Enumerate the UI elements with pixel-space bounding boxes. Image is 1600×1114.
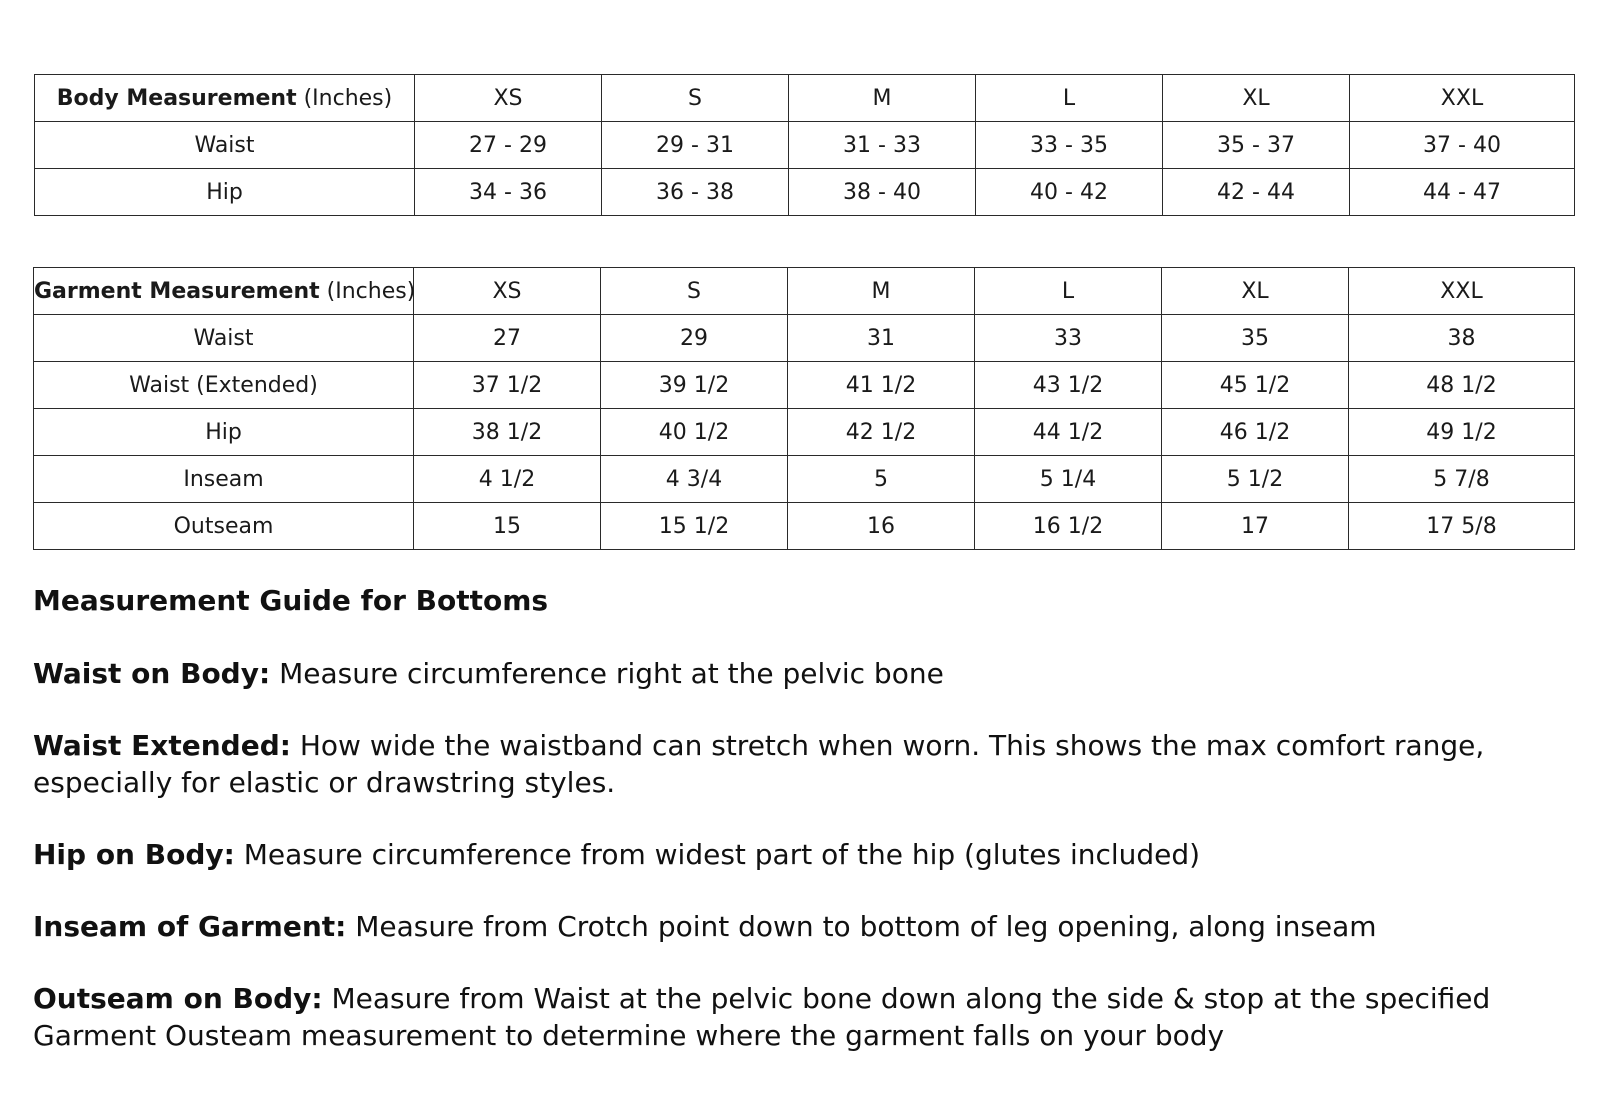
table-unit: (Inches) xyxy=(296,85,393,111)
row-label: Waist xyxy=(34,315,414,362)
table-cell: 37 - 40 xyxy=(1350,122,1575,169)
row-label: Waist xyxy=(35,122,415,169)
table-cell: 27 xyxy=(414,315,601,362)
row-label: Waist (Extended) xyxy=(34,362,414,409)
table-cell: 34 - 36 xyxy=(415,169,602,216)
table-cell: 29 xyxy=(601,315,788,362)
size-header: XL xyxy=(1163,75,1350,122)
size-header: S xyxy=(602,75,789,122)
table-cell: 37 1/2 xyxy=(414,362,601,409)
size-header: L xyxy=(975,268,1162,315)
table-cell: 4 3/4 xyxy=(601,456,788,503)
table-cell: 29 - 31 xyxy=(602,122,789,169)
guide-item xyxy=(33,908,1533,945)
row-label: Hip xyxy=(35,169,415,216)
table-cell: 40 1/2 xyxy=(601,409,788,456)
table-cell: 40 - 42 xyxy=(976,169,1163,216)
table-cell: 45 1/2 xyxy=(1162,362,1349,409)
table-header-row xyxy=(34,268,1575,315)
table-cell: 5 xyxy=(788,456,975,503)
table-cell: 49 1/2 xyxy=(1349,409,1575,456)
table-cell: 16 1/2 xyxy=(975,503,1162,550)
table-cell: 15 xyxy=(414,503,601,550)
size-header: M xyxy=(789,75,976,122)
table-cell: 35 xyxy=(1162,315,1349,362)
table-cell: 17 5/8 xyxy=(1349,503,1575,550)
guide-item xyxy=(33,655,1533,692)
table-cell: 17 xyxy=(1162,503,1349,550)
table-cell: 15 1/2 xyxy=(601,503,788,550)
table-cell: 31 - 33 xyxy=(789,122,976,169)
row-label: Inseam xyxy=(34,456,414,503)
table-cell: 38 - 40 xyxy=(789,169,976,216)
table-cell: 36 - 38 xyxy=(602,169,789,216)
table-cell: 43 1/2 xyxy=(975,362,1162,409)
guide-text: Measure from Waist at the pelvic bone down along the side & stop at the specified Garment Ousteam measurement to determine where the garment falls on your body xyxy=(33,982,1491,1052)
body-measurement-table xyxy=(34,74,1575,216)
table-cell: 46 1/2 xyxy=(1162,409,1349,456)
table-row xyxy=(34,456,1575,503)
guide-text: Measure from Crotch point down to bottom of leg opening, along inseam xyxy=(346,910,1377,943)
guide-item xyxy=(33,980,1533,1054)
guide-text: How wide the waistband can stretch when worn. This shows the max comfort range, especially for elastic or drawstring styles. xyxy=(33,729,1485,799)
guide-term: Outseam on Body: xyxy=(33,982,323,1015)
row-label: Hip xyxy=(34,409,414,456)
table-cell: 44 - 47 xyxy=(1350,169,1575,216)
measurement-guide xyxy=(33,582,1533,1089)
row-label: Outseam xyxy=(34,503,414,550)
table-row xyxy=(34,362,1575,409)
table-cell: 41 1/2 xyxy=(788,362,975,409)
table-cell: 31 xyxy=(788,315,975,362)
size-header: S xyxy=(601,268,788,315)
guide-term: Waist on Body: xyxy=(33,657,271,690)
size-header: M xyxy=(788,268,975,315)
table-cell: 27 - 29 xyxy=(415,122,602,169)
table-cell: 48 1/2 xyxy=(1349,362,1575,409)
size-header: XXL xyxy=(1349,268,1575,315)
size-header: L xyxy=(976,75,1163,122)
size-header: XXL xyxy=(1350,75,1575,122)
table-cell: 42 - 44 xyxy=(1163,169,1350,216)
size-header: XS xyxy=(414,268,601,315)
table-cell: 16 xyxy=(788,503,975,550)
table-title-cell xyxy=(34,268,414,315)
table-cell: 44 1/2 xyxy=(975,409,1162,456)
table-cell: 33 - 35 xyxy=(976,122,1163,169)
table-row xyxy=(34,315,1575,362)
guide-item xyxy=(33,727,1533,801)
table-cell: 5 1/2 xyxy=(1162,456,1349,503)
size-header: XS xyxy=(415,75,602,122)
guide-text: Measure circumference from widest part of the hip (glutes included) xyxy=(234,838,1201,871)
table-row xyxy=(35,122,1575,169)
guide-text: Measure circumference right at the pelvic bone xyxy=(270,657,944,690)
table-header-row xyxy=(35,75,1575,122)
table-title: Garment Measurement xyxy=(34,278,320,304)
table-cell: 38 1/2 xyxy=(414,409,601,456)
table-cell: 39 1/2 xyxy=(601,362,788,409)
table-cell: 38 xyxy=(1349,315,1575,362)
table-cell: 4 1/2 xyxy=(414,456,601,503)
table-unit: (Inches) xyxy=(319,278,416,304)
table-cell: 5 1/4 xyxy=(975,456,1162,503)
guide-term: Inseam of Garment: xyxy=(33,910,347,943)
guide-item xyxy=(33,836,1533,873)
table-row xyxy=(35,169,1575,216)
guide-term: Waist Extended: xyxy=(33,729,291,762)
guide-term: Hip on Body: xyxy=(33,838,235,871)
size-header: XL xyxy=(1162,268,1349,315)
guide-title: Measurement Guide for Bottoms xyxy=(33,584,549,617)
table-title: Body Measurement xyxy=(56,85,297,111)
table-row xyxy=(34,409,1575,456)
garment-measurement-table xyxy=(33,267,1575,550)
table-cell: 5 7/8 xyxy=(1349,456,1575,503)
table-cell: 33 xyxy=(975,315,1162,362)
table-cell: 42 1/2 xyxy=(788,409,975,456)
table-title-cell xyxy=(35,75,415,122)
table-cell: 35 - 37 xyxy=(1163,122,1350,169)
table-row xyxy=(34,503,1575,550)
